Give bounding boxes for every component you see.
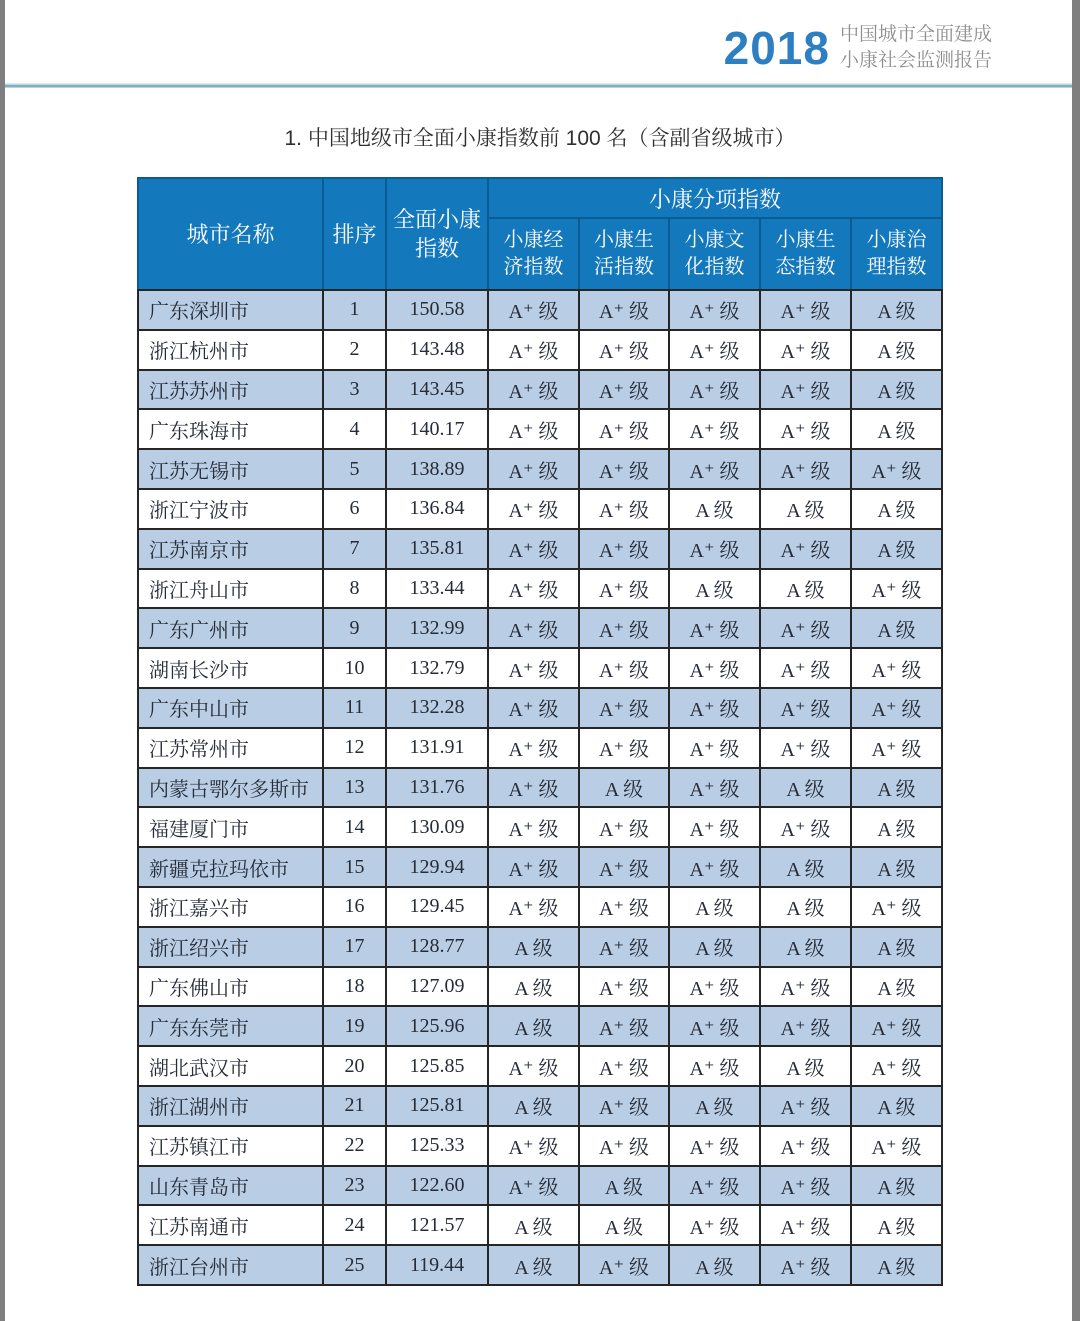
city-name-cell: 福建厦门市 [138, 807, 323, 847]
grade-cell: A⁺ 级 [488, 370, 579, 410]
rank-cell: 21 [323, 1086, 386, 1126]
grade-cell: A⁺ 级 [488, 409, 579, 449]
grade-cell: A⁺ 级 [669, 608, 760, 648]
grade-cell: A⁺ 级 [851, 648, 942, 688]
col-header-overall-line2: 指数 [414, 236, 459, 261]
col-header-ecology-line1: 小康生 [775, 229, 836, 251]
grade-cell: A⁺ 级 [488, 330, 579, 370]
overall-index-cell: 129.94 [386, 847, 488, 887]
rank-cell: 23 [323, 1166, 386, 1206]
grade-cell: A⁺ 级 [579, 569, 669, 609]
grade-cell: A 级 [851, 370, 942, 410]
grade-cell: A⁺ 级 [760, 1245, 851, 1285]
grade-cell: A⁺ 级 [669, 728, 760, 768]
city-name-cell: 湖北武汉市 [138, 1046, 323, 1086]
overall-index-cell: 150.58 [386, 290, 488, 330]
report-header [724, 22, 992, 74]
grade-cell: A⁺ 级 [579, 409, 669, 449]
grade-cell: A⁺ 级 [669, 290, 760, 330]
rank-cell: 4 [323, 409, 386, 449]
grade-cell: A 级 [669, 1086, 760, 1126]
grade-cell: A⁺ 级 [579, 449, 669, 489]
table-row [138, 608, 942, 648]
overall-index-cell: 133.44 [386, 569, 488, 609]
overall-index-cell: 125.85 [386, 1046, 488, 1086]
city-name-cell: 广东珠海市 [138, 409, 323, 449]
grade-cell: A 级 [851, 330, 942, 370]
grade-cell: A⁺ 级 [760, 330, 851, 370]
grade-cell: A⁺ 级 [488, 768, 579, 808]
city-name-cell: 江苏苏州市 [138, 370, 323, 410]
grade-cell: A 级 [851, 768, 942, 808]
city-name-cell: 浙江嘉兴市 [138, 887, 323, 927]
rank-cell: 2 [323, 330, 386, 370]
grade-cell: A⁺ 级 [760, 967, 851, 1007]
grade-cell: A 级 [579, 1205, 669, 1245]
rank-cell: 12 [323, 728, 386, 768]
grade-cell: A⁺ 级 [669, 967, 760, 1007]
city-name-cell: 江苏南通市 [138, 1205, 323, 1245]
header-divider-line [5, 83, 1072, 88]
table-row [138, 887, 942, 927]
grade-cell: A⁺ 级 [669, 1006, 760, 1046]
grade-cell: A⁺ 级 [760, 1086, 851, 1126]
table-title: 1. 中国地级市全面小康指数前 100 名（含副省级城市） [284, 127, 796, 150]
table-row [138, 529, 942, 569]
col-header-subindex-group: 小康分项指数 [488, 178, 942, 218]
overall-index-cell: 143.48 [386, 330, 488, 370]
grade-cell: A⁺ 级 [488, 887, 579, 927]
overall-index-cell: 128.77 [386, 927, 488, 967]
overall-index-cell: 132.28 [386, 688, 488, 728]
grade-cell: A⁺ 级 [669, 1046, 760, 1086]
grade-cell: A⁺ 级 [760, 728, 851, 768]
overall-index-cell: 132.99 [386, 608, 488, 648]
city-name-cell: 浙江宁波市 [138, 489, 323, 529]
grade-cell: A⁺ 级 [579, 728, 669, 768]
grade-cell: A⁺ 级 [579, 887, 669, 927]
col-header-overall-index [386, 178, 488, 290]
grade-cell: A 级 [669, 887, 760, 927]
grade-cell: A⁺ 级 [669, 1205, 760, 1245]
overall-index-cell: 135.81 [386, 529, 488, 569]
city-name-cell: 浙江湖州市 [138, 1086, 323, 1126]
city-name-cell: 浙江绍兴市 [138, 927, 323, 967]
city-name-cell: 湖南长沙市 [138, 648, 323, 688]
rank-cell: 8 [323, 569, 386, 609]
grade-cell: A⁺ 级 [488, 807, 579, 847]
report-title-line2: 小康社会监测报告 [839, 50, 992, 71]
city-name-cell: 江苏南京市 [138, 529, 323, 569]
col-header-economy-line1: 小康经 [503, 229, 564, 251]
col-header-city: 城市名称 [138, 178, 323, 290]
grade-cell: A⁺ 级 [851, 1046, 942, 1086]
grade-cell: A⁺ 级 [579, 688, 669, 728]
city-name-cell: 广东深圳市 [138, 290, 323, 330]
grade-cell: A⁺ 级 [488, 608, 579, 648]
grade-cell: A 级 [851, 967, 942, 1007]
grade-cell: A⁺ 级 [488, 489, 579, 529]
grade-cell: A⁺ 级 [760, 449, 851, 489]
grade-cell: A⁺ 级 [669, 370, 760, 410]
table-row [138, 807, 942, 847]
rank-cell: 1 [323, 290, 386, 330]
grade-cell: A⁺ 级 [579, 847, 669, 887]
table-row [138, 1086, 942, 1126]
grade-cell: A 级 [851, 529, 942, 569]
grade-cell: A⁺ 级 [488, 529, 579, 569]
overall-index-cell: 130.09 [386, 807, 488, 847]
col-header-economy [488, 218, 579, 290]
grade-cell: A⁺ 级 [488, 1046, 579, 1086]
rank-cell: 17 [323, 927, 386, 967]
grade-cell: A⁺ 级 [760, 529, 851, 569]
table-row [138, 648, 942, 688]
table-row [138, 409, 942, 449]
col-header-ecology [760, 218, 851, 290]
col-header-life-line2: 活指数 [594, 256, 654, 278]
table-row [138, 688, 942, 728]
grade-cell: A⁺ 级 [579, 330, 669, 370]
rank-cell: 3 [323, 370, 386, 410]
grade-cell: A⁺ 级 [851, 728, 942, 768]
table-header-row-1 [138, 178, 942, 218]
table-row [138, 1245, 942, 1285]
table-row [138, 370, 942, 410]
grade-cell: A⁺ 级 [579, 529, 669, 569]
overall-index-cell: 125.81 [386, 1086, 488, 1126]
grade-cell: A 级 [669, 1245, 760, 1285]
rank-cell: 6 [323, 489, 386, 529]
grade-cell: A⁺ 级 [488, 688, 579, 728]
overall-index-cell: 132.79 [386, 648, 488, 688]
grade-cell: A⁺ 级 [579, 1086, 669, 1126]
grade-cell: A 级 [488, 967, 579, 1007]
overall-index-cell: 127.09 [386, 967, 488, 1007]
rank-cell: 22 [323, 1126, 386, 1166]
grade-cell: A⁺ 级 [760, 290, 851, 330]
overall-index-cell: 140.17 [386, 409, 488, 449]
rank-cell: 9 [323, 608, 386, 648]
city-name-cell: 江苏无锡市 [138, 449, 323, 489]
rank-cell: 11 [323, 688, 386, 728]
grade-cell: A⁺ 级 [760, 608, 851, 648]
grade-cell: A⁺ 级 [760, 1126, 851, 1166]
grade-cell: A⁺ 级 [669, 1126, 760, 1166]
grade-cell: A⁺ 级 [760, 688, 851, 728]
grade-cell: A⁺ 级 [579, 1046, 669, 1086]
grade-cell: A 级 [851, 608, 942, 648]
grade-cell: A 级 [669, 927, 760, 967]
col-header-life [579, 218, 669, 290]
grade-cell: A⁺ 级 [760, 807, 851, 847]
grade-cell: A⁺ 级 [488, 449, 579, 489]
grade-cell: A⁺ 级 [579, 290, 669, 330]
col-header-ecology-line2: 态指数 [775, 256, 836, 278]
col-header-life-line1: 小康生 [594, 229, 654, 251]
col-header-overall-line1: 全面小康 [392, 207, 481, 232]
table-row [138, 489, 942, 529]
grade-cell: A⁺ 级 [488, 1126, 579, 1166]
rank-cell: 7 [323, 529, 386, 569]
grade-cell: A⁺ 级 [669, 807, 760, 847]
table-row [138, 1006, 942, 1046]
grade-cell: A⁺ 级 [579, 1006, 669, 1046]
grade-cell: A⁺ 级 [669, 409, 760, 449]
grade-cell: A⁺ 级 [669, 648, 760, 688]
city-name-cell: 广东广州市 [138, 608, 323, 648]
grade-cell: A⁺ 级 [579, 370, 669, 410]
grade-cell: A⁺ 级 [579, 807, 669, 847]
grade-cell: A⁺ 级 [579, 648, 669, 688]
overall-index-cell: 125.96 [386, 1006, 488, 1046]
city-name-cell: 广东佛山市 [138, 967, 323, 1007]
grade-cell: A⁺ 级 [579, 927, 669, 967]
grade-cell: A 级 [488, 1086, 579, 1126]
grade-cell: A⁺ 级 [760, 1166, 851, 1206]
city-name-cell: 江苏镇江市 [138, 1126, 323, 1166]
city-name-cell: 内蒙古鄂尔多斯市 [138, 768, 323, 808]
table-row [138, 330, 942, 370]
table-row [138, 967, 942, 1007]
city-name-cell: 新疆克拉玛依市 [138, 847, 323, 887]
grade-cell: A⁺ 级 [579, 967, 669, 1007]
grade-cell: A⁺ 级 [488, 290, 579, 330]
overall-index-cell: 143.45 [386, 370, 488, 410]
report-title-line1: 中国城市全面建成 [839, 24, 992, 45]
table-row [138, 1126, 942, 1166]
city-name-cell: 浙江杭州市 [138, 330, 323, 370]
city-name-cell: 浙江台州市 [138, 1245, 323, 1285]
grade-cell: A 级 [851, 409, 942, 449]
grade-cell: A⁺ 级 [851, 1126, 942, 1166]
col-header-governance [851, 218, 942, 290]
col-header-culture [669, 218, 760, 290]
grade-cell: A⁺ 级 [851, 449, 942, 489]
city-name-cell: 山东青岛市 [138, 1166, 323, 1206]
table-row [138, 449, 942, 489]
grade-cell: A 级 [760, 489, 851, 529]
col-header-culture-line1: 小康文 [684, 229, 745, 251]
overall-index-cell: 125.33 [386, 1126, 488, 1166]
rank-cell: 14 [323, 807, 386, 847]
grade-cell: A 级 [851, 1205, 942, 1245]
table-row [138, 768, 942, 808]
city-name-cell: 广东东莞市 [138, 1006, 323, 1046]
overall-index-cell: 129.45 [386, 887, 488, 927]
grade-cell: A⁺ 级 [488, 728, 579, 768]
grade-cell: A 级 [851, 1086, 942, 1126]
grade-cell: A 级 [760, 768, 851, 808]
table-row [138, 1166, 942, 1206]
rank-cell: 13 [323, 768, 386, 808]
grade-cell: A 级 [851, 489, 942, 529]
grade-cell: A 级 [851, 1245, 942, 1285]
grade-cell: A⁺ 级 [579, 1245, 669, 1285]
grade-cell: A 级 [851, 290, 942, 330]
grade-cell: A 级 [851, 807, 942, 847]
grade-cell: A⁺ 级 [488, 1166, 579, 1206]
col-header-economy-line2: 济指数 [503, 256, 564, 278]
table-row [138, 1046, 942, 1086]
col-header-rank: 排序 [323, 178, 386, 290]
overall-index-cell: 122.60 [386, 1166, 488, 1206]
grade-cell: A⁺ 级 [760, 409, 851, 449]
overall-index-cell: 138.89 [386, 449, 488, 489]
table-row [138, 927, 942, 967]
grade-cell: A 级 [669, 489, 760, 529]
rank-cell: 16 [323, 887, 386, 927]
grade-cell: A⁺ 级 [488, 569, 579, 609]
grade-cell: A⁺ 级 [579, 1126, 669, 1166]
rank-cell: 10 [323, 648, 386, 688]
grade-cell: A⁺ 级 [669, 847, 760, 887]
rank-cell: 25 [323, 1245, 386, 1285]
grade-cell: A⁺ 级 [851, 1006, 942, 1046]
table-row [138, 569, 942, 609]
city-name-cell: 江苏常州市 [138, 728, 323, 768]
col-header-culture-line2: 化指数 [684, 256, 745, 278]
rank-cell: 24 [323, 1205, 386, 1245]
col-header-governance-line2: 理指数 [866, 256, 927, 278]
grade-cell: A⁺ 级 [669, 330, 760, 370]
grade-cell: A 级 [851, 1166, 942, 1206]
col-header-governance-line1: 小康治 [866, 229, 927, 251]
grade-cell: A⁺ 级 [669, 449, 760, 489]
grade-cell: A 级 [760, 1046, 851, 1086]
grade-cell: A⁺ 级 [851, 688, 942, 728]
grade-cell: A 级 [579, 768, 669, 808]
table-row [138, 847, 942, 887]
grade-cell: A 级 [760, 927, 851, 967]
grade-cell: A⁺ 级 [669, 1166, 760, 1206]
rank-cell: 15 [323, 847, 386, 887]
grade-cell: A⁺ 级 [851, 887, 942, 927]
grade-cell: A⁺ 级 [488, 847, 579, 887]
grade-cell: A⁺ 级 [579, 489, 669, 529]
grade-cell: A 级 [488, 1245, 579, 1285]
table-row [138, 728, 942, 768]
grade-cell: A 级 [760, 887, 851, 927]
grade-cell: A⁺ 级 [760, 1205, 851, 1245]
grade-cell: A 级 [851, 927, 942, 967]
grade-cell: A⁺ 级 [760, 648, 851, 688]
grade-cell: A 级 [851, 847, 942, 887]
grade-cell: A 级 [488, 927, 579, 967]
grade-cell: A⁺ 级 [669, 688, 760, 728]
grade-cell: A 级 [760, 847, 851, 887]
grade-cell: A⁺ 级 [488, 648, 579, 688]
ranking-table [137, 177, 943, 1286]
overall-index-cell: 119.44 [386, 1245, 488, 1285]
overall-index-cell: 121.57 [386, 1205, 488, 1245]
table-row [138, 290, 942, 330]
grade-cell: A⁺ 级 [760, 370, 851, 410]
grade-cell: A⁺ 级 [669, 529, 760, 569]
overall-index-cell: 136.84 [386, 489, 488, 529]
overall-index-cell: 131.91 [386, 728, 488, 768]
table-row [138, 1205, 942, 1245]
page-left-edge [0, 0, 5, 1321]
grade-cell: A⁺ 级 [760, 1006, 851, 1046]
rank-cell: 5 [323, 449, 386, 489]
grade-cell: A 级 [488, 1006, 579, 1046]
rank-cell: 18 [323, 967, 386, 1007]
report-year: 2018 [723, 22, 830, 74]
overall-index-cell: 131.76 [386, 768, 488, 808]
rank-cell: 20 [323, 1046, 386, 1086]
rank-cell: 19 [323, 1006, 386, 1046]
grade-cell: A 级 [579, 1166, 669, 1206]
grade-cell: A 级 [760, 569, 851, 609]
grade-cell: A⁺ 级 [669, 768, 760, 808]
grade-cell: A⁺ 级 [851, 569, 942, 609]
grade-cell: A⁺ 级 [579, 608, 669, 648]
grade-cell: A 级 [488, 1205, 579, 1245]
city-name-cell: 浙江舟山市 [138, 569, 323, 609]
page-right-edge [1072, 0, 1080, 1321]
city-name-cell: 广东中山市 [138, 688, 323, 728]
report-title [840, 22, 992, 74]
grade-cell: A 级 [669, 569, 760, 609]
